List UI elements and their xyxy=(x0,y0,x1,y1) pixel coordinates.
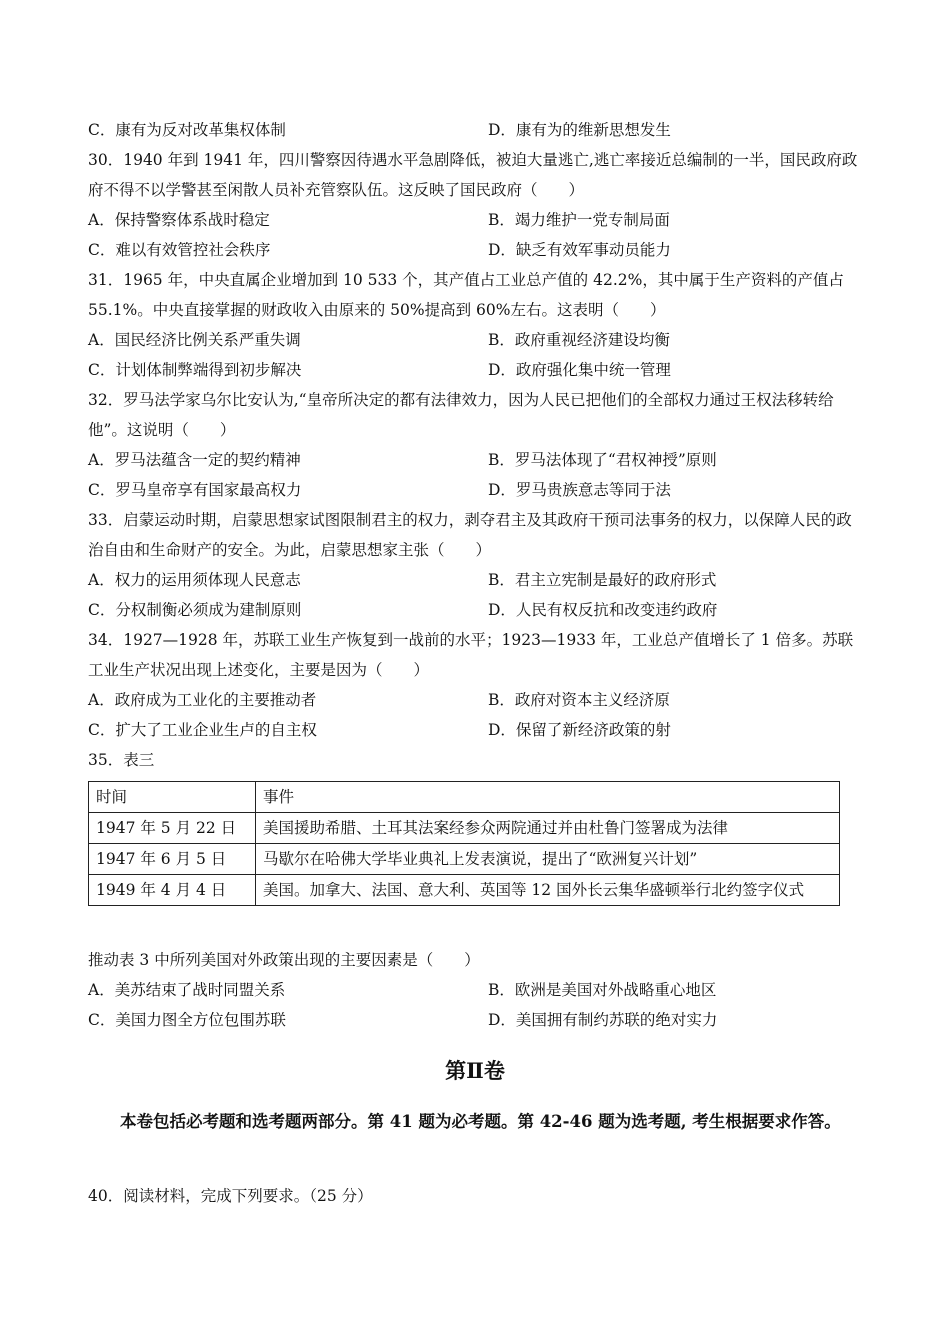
table-cell-time: 1947 年 5 月 22 日 xyxy=(89,813,256,844)
q33-option-c: C．分权制衡必须成为建制原则 xyxy=(88,601,302,619)
table-header-time: 时间 xyxy=(89,782,256,813)
q35-label: 35．表三 xyxy=(88,751,155,769)
q40-stem: 40．阅读材料，完成下列要求。（25 分） xyxy=(88,1187,373,1205)
table-row xyxy=(89,844,840,875)
q31-stem: 31．1965 年，中央直属企业增加到 10 533 个，其产值占工业总产值的 42.2%，其中属于生产资料的产值占 55.1%。中央直接掌握的财政收入由原来的 50%提高到 60%左右。这表明（ ） xyxy=(88,271,844,319)
q34-stem: 34．1927—1928 年，苏联工业生产恢复到一战前的水平；1923—1933 年，工业总产值增长了 1 倍多。苏联工业生产状况出现上述变化，主要是因为（ ） xyxy=(88,631,854,679)
q31-option-c: C．计划体制弊端得到初步解决 xyxy=(88,361,302,379)
table-cell-event: 马歇尔在哈佛大学毕业典礼上发表演说，提出了“欧洲复兴计划” xyxy=(256,844,840,875)
q29-option-d: D．康有为的维新思想发生 xyxy=(488,121,671,139)
table-header-row xyxy=(89,782,840,813)
q30-option-c: C．难以有效管控社会秩序 xyxy=(88,241,271,259)
q32-stem: 32．罗马法学家乌尔比安认为,“皇帝所决定的都有法律效力，因为人民已把他们的全部权力通过王权法移转给他”。这说明（ ） xyxy=(88,391,834,439)
table-cell-event: 美国。加拿大、法国、意大利、英国等 12 国外长云集华盛顿举行北约签字仪式 xyxy=(256,875,840,906)
q34-option-b: B．政府对资本主义经济原 xyxy=(488,691,670,709)
q34-option-c: C．扩大了工业企业生卢的自主权 xyxy=(88,721,317,739)
q31-option-d: D．政府强化集中统一管理 xyxy=(488,361,671,379)
q35-option-b: B．欧洲是美国对外战略重心地区 xyxy=(488,981,717,999)
events-table xyxy=(88,781,840,906)
q30-option-d: D．缺乏有效军事动员能力 xyxy=(488,241,671,259)
q32-option-c: C．罗马皇帝享有国家最高权力 xyxy=(88,481,302,499)
q35-option-a: A．美苏结束了战时同盟关系 xyxy=(88,981,286,999)
table-cell-time: 1947 年 6 月 5 日 xyxy=(89,844,256,875)
q30-option-b: B．竭力维护一党专制局面 xyxy=(488,211,670,229)
section-intro: 本卷包括必考题和选考题两部分。第 41 题为必考题。第 42-46 题为选考题, 考生根据要求作答。 xyxy=(120,1112,841,1131)
q30-stem: 30．1940 年到 1941 年，四川警察因待遇水平急剧降低，被迫大量逃亡,逃亡率接近总编制的一半，国民政府政府不得不以学警甚至闲散人员补充管察队伍。这反映了国民政府（ ） xyxy=(88,151,858,199)
q31-option-a: A．国民经济比例关系严重失调 xyxy=(88,331,301,349)
q32-option-d: D．罗马贵族意志等同于法 xyxy=(488,481,671,499)
q30-option-a: A．保持警察体系战时稳定 xyxy=(88,211,270,229)
table-header-event: 事件 xyxy=(256,782,840,813)
q33-option-a: A．权力的运用须体现人民意志 xyxy=(88,571,301,589)
q32-option-a: A．罗马法蕴含一定的契约精神 xyxy=(88,451,301,469)
section-title: 第Ⅱ卷 xyxy=(445,1058,505,1083)
q33-option-b: B．君主立宪制是最好的政府形式 xyxy=(488,571,717,589)
q35-stem: 推动表 3 中所列美国对外政策出现的主要因素是（ ） xyxy=(88,951,480,969)
table-cell-event: 美国援助希腊、土耳其法案经参众两院通过并由杜鲁门签署成为法律 xyxy=(256,813,840,844)
q29-option-c: C．康有为反对改革集权体制 xyxy=(88,121,286,139)
q33-stem: 33．启蒙运动时期，启蒙思想家试图限制君主的权力，剥夺君主及其政府干预司法事务的权力，以保障人民的政治自由和生命财产的安全。为此，启蒙思想家主张（ ） xyxy=(88,511,852,559)
q35-option-d: D．美国拥有制约苏联的绝对实力 xyxy=(488,1011,718,1029)
q32-option-b: B．罗马法体现了“君权神授”原则 xyxy=(488,451,717,469)
table-row xyxy=(89,813,840,844)
q35-option-c: C．美国力图全方位包围苏联 xyxy=(88,1011,286,1029)
table-row xyxy=(89,875,840,906)
q31-option-b: B．政府重视经济建设均衡 xyxy=(488,331,670,349)
q33-option-d: D．人民有权反抗和改变违约政府 xyxy=(488,601,718,619)
q34-option-d: D．保留了新经济政策的射 xyxy=(488,721,671,739)
q34-option-a: A．政府成为工业化的主要推动者 xyxy=(88,691,317,709)
table-cell-time: 1949 年 4 月 4 日 xyxy=(89,875,256,906)
